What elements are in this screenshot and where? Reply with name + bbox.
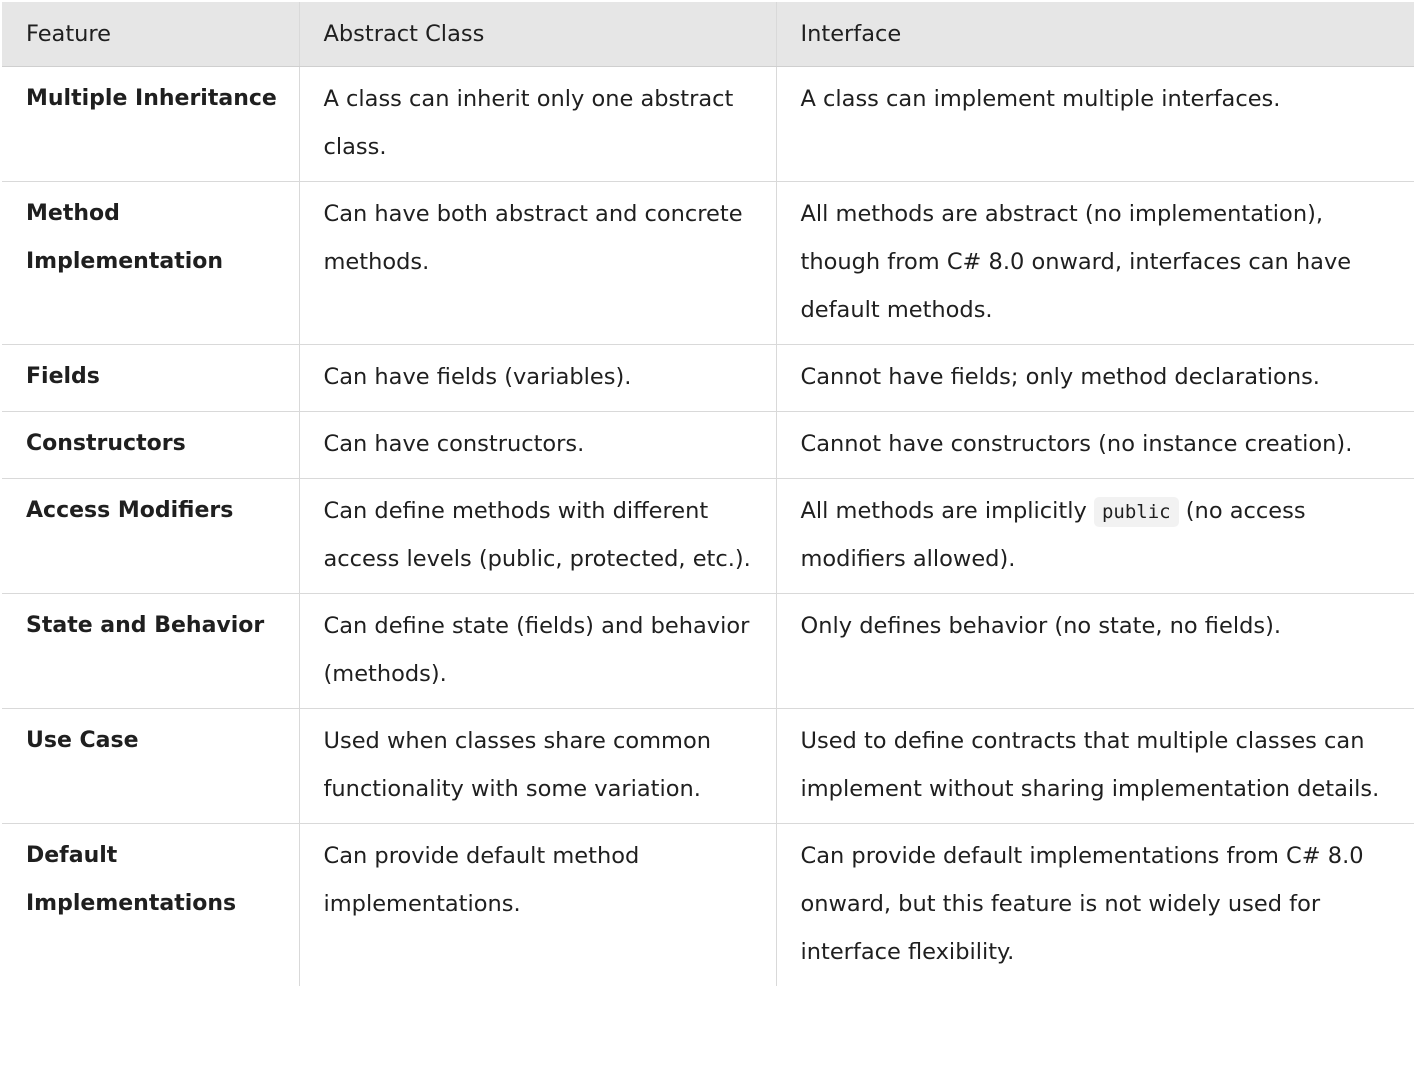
comparison-table-container: [2, 2, 1414, 986]
interface-cell: Used to define contracts that multiple classes can implement without sharing implementation details.: [776, 709, 1414, 824]
interface-cell: All methods are abstract (no implementation), though from C# 8.0 onward, interfaces can have default methods.: [776, 182, 1414, 345]
interface-text-after: (no access modifiers allowed).: [800, 498, 1306, 572]
feature-cell: Multiple Inheritance: [2, 67, 299, 182]
feature-cell: Fields: [2, 345, 299, 412]
table-row: [2, 709, 1414, 824]
abstract-class-cell: Used when classes share common functionality with some variation.: [299, 709, 776, 824]
interface-cell: Cannot have constructors (no instance creation).: [776, 412, 1414, 479]
table-row: [2, 182, 1414, 345]
abstract-class-cell: Can define methods with different access levels (public, protected, etc.).: [299, 479, 776, 594]
header-abstract-class: Abstract Class: [299, 2, 776, 67]
table-row: [2, 67, 1414, 182]
feature-cell: Method Implementation: [2, 182, 299, 345]
header-interface: Interface: [776, 2, 1414, 67]
feature-cell: Access Modifiers: [2, 479, 299, 594]
header-row: [2, 2, 1414, 67]
abstract-class-cell: A class can inherit only one abstract class.: [299, 67, 776, 182]
feature-cell: Use Case: [2, 709, 299, 824]
table-body: [2, 67, 1414, 987]
header-feature: Feature: [2, 2, 299, 67]
abstract-class-cell: Can have fields (variables).: [299, 345, 776, 412]
interface-cell: Can provide default implementations from C# 8.0 onward, but this feature is not widely used for interface flexibility.: [776, 824, 1414, 987]
interface-text-before: All methods are implicitly: [800, 498, 1087, 524]
table-row: [2, 824, 1414, 987]
interface-cell: Only defines behavior (no state, no fields).: [776, 594, 1414, 709]
interface-cell: [776, 479, 1414, 594]
feature-cell: Default Implementations: [26, 843, 237, 916]
feature-cell: State and Behavior: [2, 594, 299, 709]
feature-cell: Constructors: [2, 412, 299, 479]
abstract-class-cell: Can have both abstract and concrete methods.: [299, 182, 776, 345]
abstract-class-cell: Can have constructors.: [299, 412, 776, 479]
table-row: [2, 412, 1414, 479]
table-row: [2, 594, 1414, 709]
comparison-table: [2, 2, 1414, 986]
abstract-class-cell: Can provide default method implementations.: [299, 824, 776, 987]
inline-code-public: public: [1094, 497, 1179, 527]
table-header: [2, 2, 1414, 67]
abstract-class-cell: Can define state (fields) and behavior (methods).: [299, 594, 776, 709]
interface-cell: Cannot have fields; only method declarations.: [776, 345, 1414, 412]
table-row: [2, 345, 1414, 412]
interface-cell: A class can implement multiple interfaces.: [776, 67, 1414, 182]
table-row: [2, 479, 1414, 594]
